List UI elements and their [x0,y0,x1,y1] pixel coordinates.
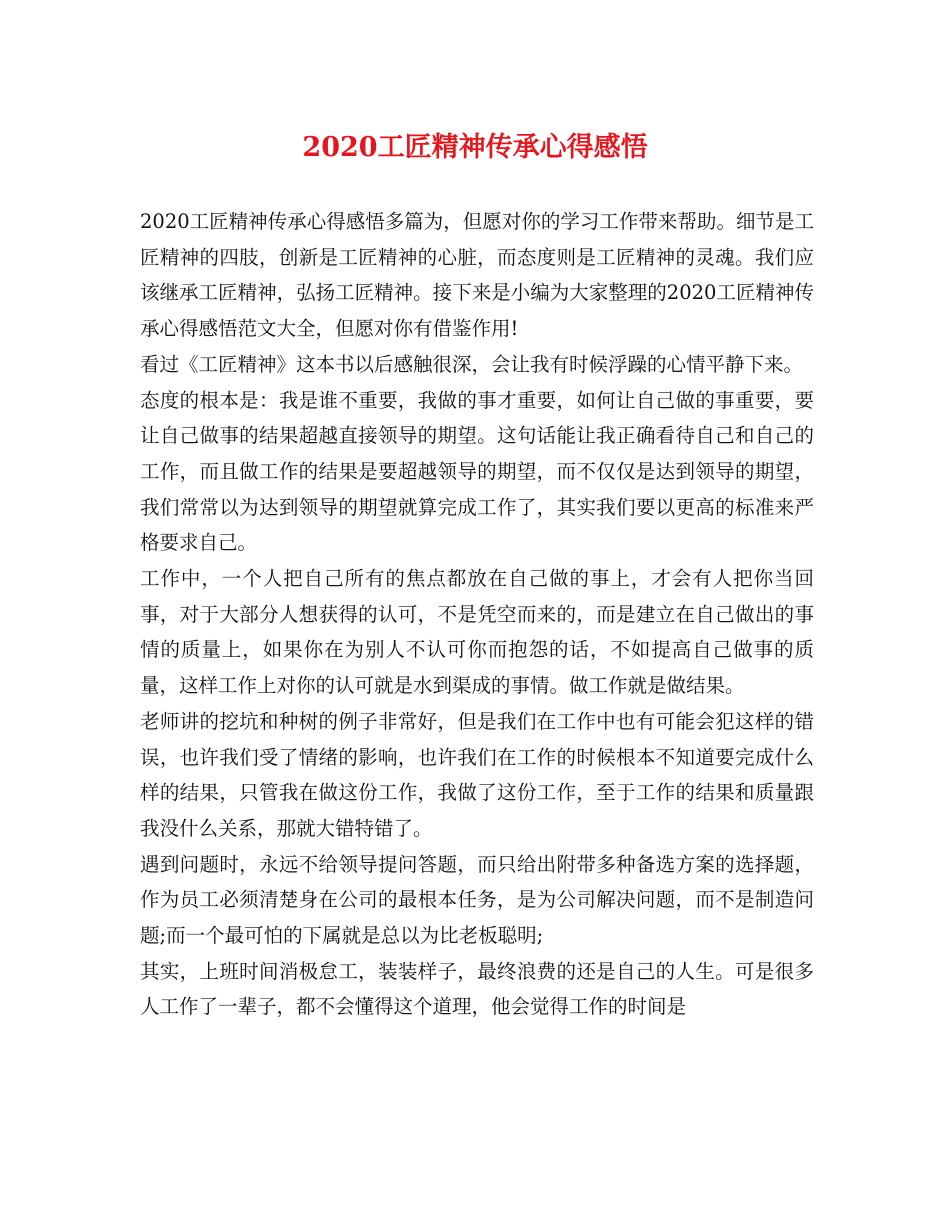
paragraph-attitude: 态度的根本是：我是谁不重要，我做的事才重要，如何让自己做的事重要，要让自己做事的结果超越直接领导的期望。这句话能让我正确看待自己和自己的工作，而且做工作的结果是要超越领导的期望，而不仅仅是达到领导的期望，我们常常以为达到领导的期望就算完成工作了，其实我们要以更高的标准来严格要求自己。 [140,388,814,555]
paragraph-slacking: 其实，上班时间消极怠工，装装样子，最终浪费的还是自己的人生。可是很多人工作了一辈子，都不会懂得这个道理，他会觉得工作的时间是 [140,959,814,1019]
paragraph-problems: 遇到问题时，永远不给领导提问答题，而只给出附带多种备选方案的选择题，作为员工必须清楚身在公司的最根本任务，是为公司解决问题，而不是制造问题;而一个最可怕的下属就是总以为比老板聪明; [140,852,814,948]
document-title: 2020工匠精神传承心得感悟 [302,132,648,163]
paragraph-dig-and-plant: 老师讲的挖坑和种树的例子非常好，但是我们在工作中也有可能会犯这样的错误，也许我们受了情绪的影响，也许我们在工作的时候根本不知道要完成什么样的结果，只管我在做这份工作，我做了这份工作，至于工作的结果和质量跟我没什么关系，那就大错特错了。 [140,709,814,840]
document-body [140,204,814,1025]
paragraph-book-impression: 看过《工匠精神》这本书以后感触很深，会让我有时候浮躁的心情平静下来。 [140,352,804,376]
paragraph-focus: 工作中，一个人把自己所有的焦点都放在自己做的事上，才会有人把你当回事，对于大部分人想获得的认可，不是凭空而来的，而是建立在自己做出的事情的质量上，如果你在为别人不认可你而抱怨的话，不如提高自己做事的质量，这样工作上对你的认可就是水到渠成的事情。做工作就是做结果。 [140,567,814,698]
paragraph-intro: 2020工匠精神传承心得感悟多篇为，但愿对你的学习工作带来帮助。细节是工匠精神的四肢，创新是工匠精神的心脏，而态度则是工匠精神的灵魂。我们应该继承工匠精神，弘扬工匠精神。接下来是小编为大家整理的2020工匠精神传承心得感悟范文大全，但愿对你有借鉴作用! [140,210,814,341]
